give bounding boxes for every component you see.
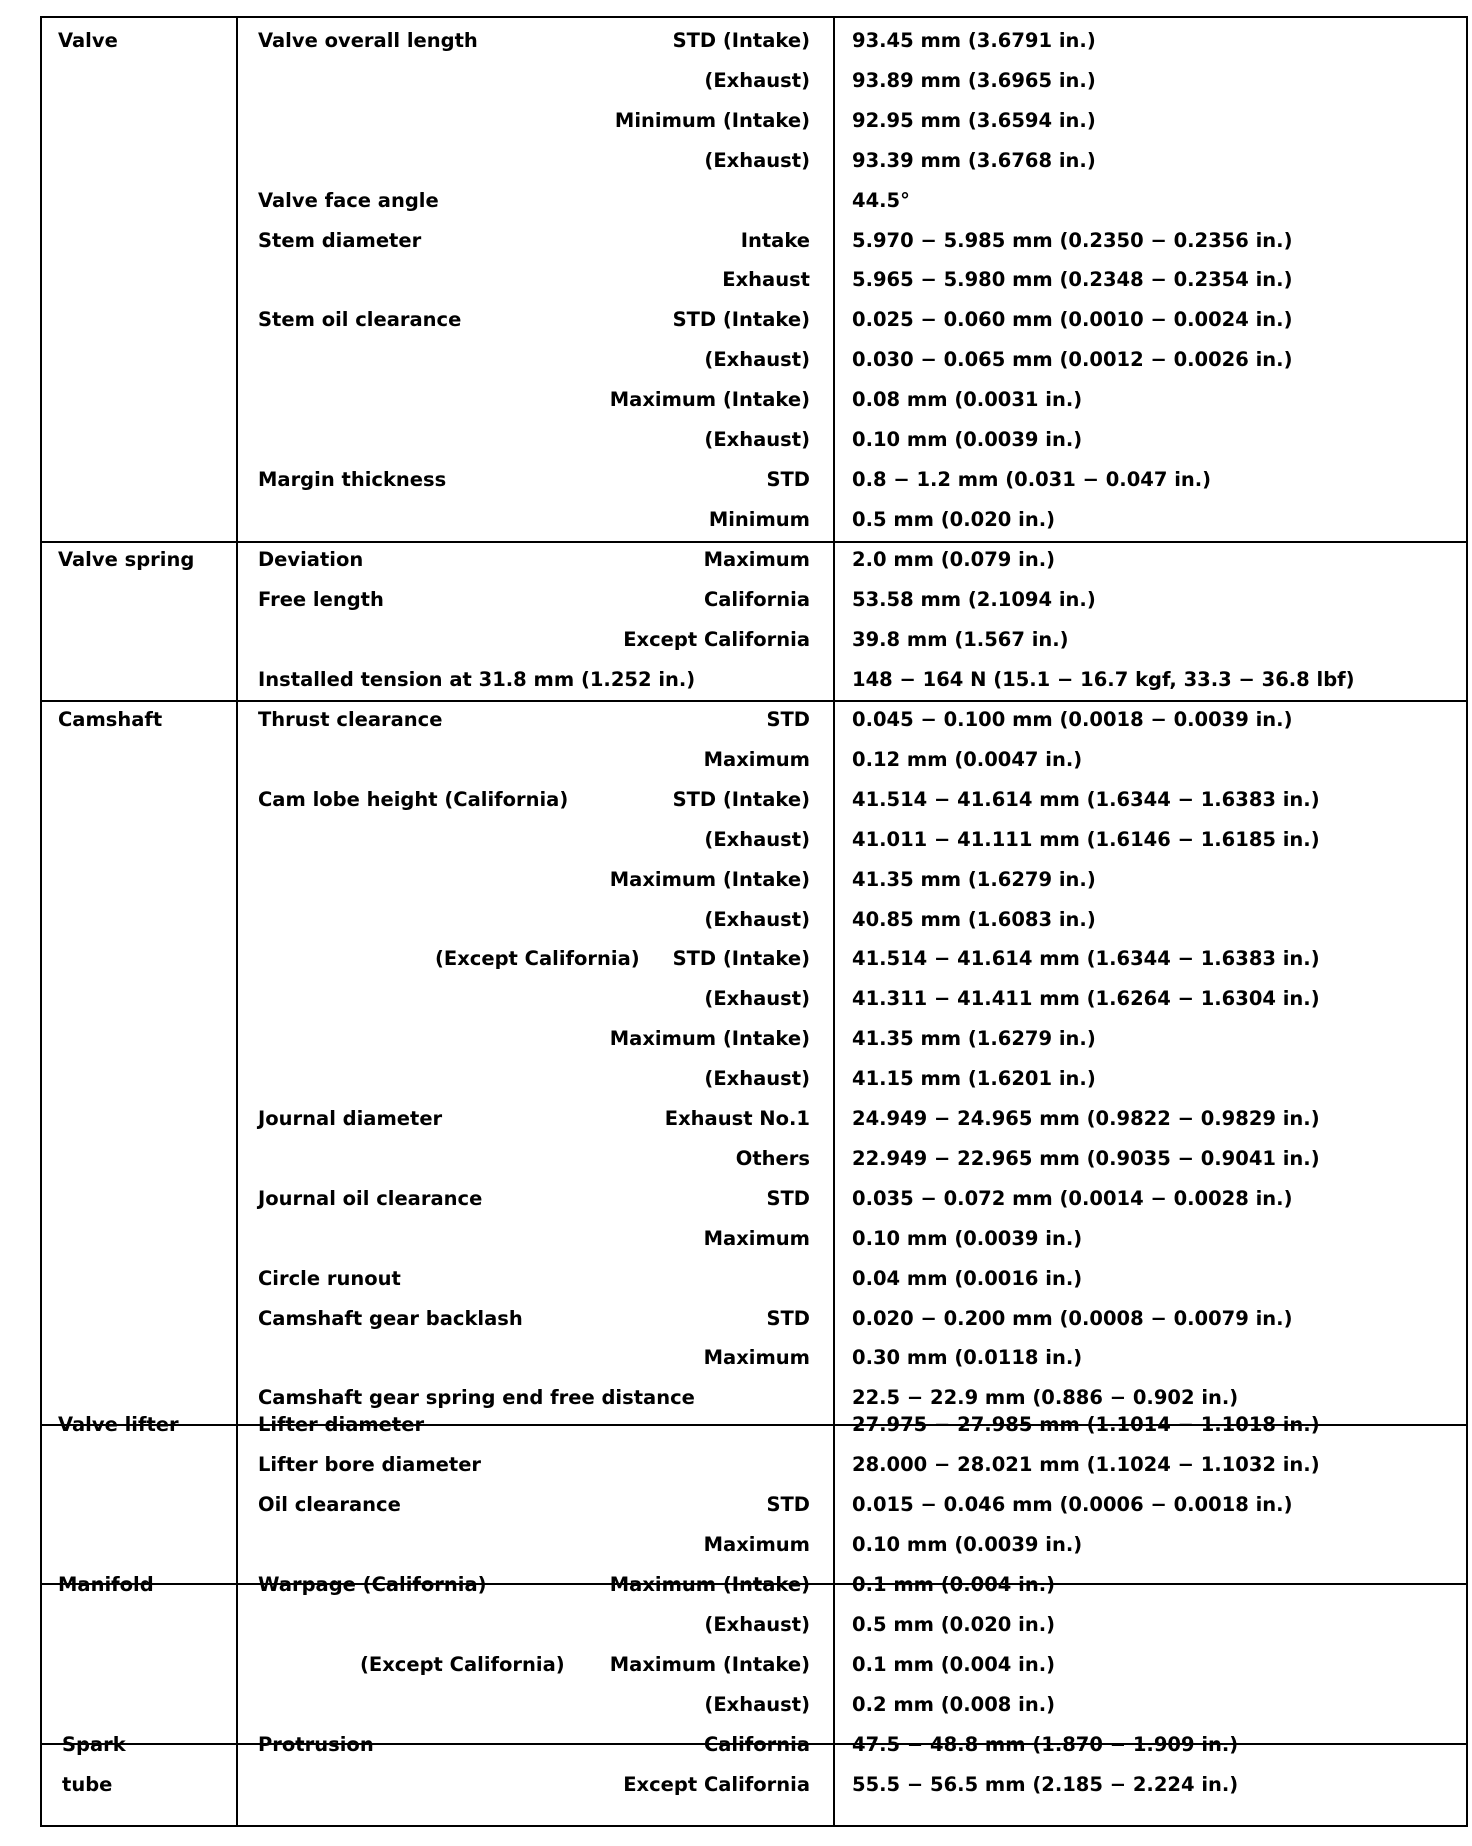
- spec-value: 148 − 164 N (15.1 − 16.7 kgf, 33.3 − 36.8 lbf): [852, 667, 1355, 691]
- spec-value: 0.015 − 0.046 mm (0.0006 − 0.0018 in.): [852, 1492, 1293, 1516]
- condition-label: (Exhaust): [704, 68, 810, 92]
- condition-label: (Exhaust): [704, 1067, 810, 1091]
- spec-value: 0.035 − 0.072 mm (0.0014 − 0.0028 in.): [852, 1186, 1293, 1210]
- item-name: Thrust clearance: [258, 708, 443, 731]
- condition-label: (Exhaust): [704, 1692, 810, 1716]
- condition-label: Maximum (Intake): [609, 388, 810, 412]
- item-name: Margin thickness: [258, 467, 447, 491]
- condition-label: Intake: [740, 228, 810, 252]
- item-name: Oil clearance: [258, 1492, 401, 1516]
- spec-value: 24.949 − 24.965 mm (0.9822 − 0.9829 in.): [852, 1107, 1320, 1130]
- spec-value: 93.45 mm (3.6791 in.): [852, 29, 1096, 52]
- item-name: Cam lobe height (California): [258, 787, 569, 811]
- spec-value: 55.5 − 56.5 mm (2.185 − 2.224 in.): [852, 1772, 1239, 1796]
- condition-label: STD (Intake): [672, 787, 810, 811]
- condition-label: Maximum: [703, 1346, 810, 1370]
- column-divider-1: [236, 16, 238, 1827]
- section-name: tube: [62, 1772, 113, 1796]
- spec-value: 0.2 mm (0.008 in.): [852, 1692, 1056, 1716]
- condition-label: STD: [766, 1306, 810, 1330]
- table-rule-6: [40, 1825, 1466, 1827]
- item-name: Installed tension at 31.8 mm (1.252 in.): [258, 667, 696, 691]
- section-name: Valve lifter: [58, 1413, 179, 1436]
- item-name: Free length: [258, 587, 384, 611]
- spec-value: 0.12 mm (0.0047 in.): [852, 747, 1083, 771]
- condition-label: (Exhaust): [704, 348, 810, 372]
- condition-label: STD: [766, 467, 810, 491]
- condition-label: (Exhaust): [704, 827, 810, 851]
- section-name: Spark: [62, 1733, 126, 1756]
- spec-value: 0.045 − 0.100 mm (0.0018 − 0.0039 in.): [852, 708, 1293, 731]
- spec-value: 27.975 − 27.985 mm (1.1014 − 1.1018 in.): [852, 1413, 1320, 1436]
- spec-value: 0.08 mm (0.0031 in.): [852, 388, 1083, 412]
- spec-value: 0.10 mm (0.0039 in.): [852, 1532, 1083, 1556]
- spec-value: 41.311 − 41.411 mm (1.6264 − 1.6304 in.): [852, 987, 1320, 1011]
- condition-label: (Exhaust): [704, 148, 810, 172]
- item-name: Stem diameter: [258, 228, 422, 252]
- spec-value: 2.0 mm (0.079 in.): [852, 548, 1056, 571]
- condition-label: STD (Intake): [672, 29, 810, 52]
- spec-value: 5.970 − 5.985 mm (0.2350 − 0.2356 in.): [852, 228, 1293, 252]
- spec-value: 41.35 mm (1.6279 in.): [852, 1027, 1096, 1051]
- spec-value: 0.10 mm (0.0039 in.): [852, 428, 1083, 451]
- table-border-left: [40, 16, 42, 1827]
- spec-value: 40.85 mm (1.6083 in.): [852, 907, 1096, 931]
- spec-value: 41.514 − 41.614 mm (1.6344 − 1.6383 in.): [852, 947, 1320, 971]
- condition-label: California: [703, 587, 810, 611]
- condition-label: STD (Intake): [672, 308, 810, 332]
- section-name: Valve: [58, 29, 118, 52]
- item-name: Journal oil clearance: [258, 1186, 483, 1210]
- condition-label: Except California: [623, 1772, 810, 1796]
- section-name: Valve spring: [58, 548, 195, 571]
- item-qualifier: (Except California): [360, 1652, 565, 1676]
- condition-label: Minimum (Intake): [614, 108, 810, 132]
- condition-label: (Exhaust): [704, 907, 810, 931]
- spec-value: 0.04 mm (0.0016 in.): [852, 1266, 1083, 1290]
- table-rule-2: [40, 700, 1466, 702]
- item-name: Deviation: [258, 548, 364, 571]
- condition-label: Maximum: [703, 1532, 810, 1556]
- spec-value: 5.965 − 5.980 mm (0.2348 − 0.2354 in.): [852, 268, 1293, 292]
- spec-value: 0.1 mm (0.004 in.): [852, 1573, 1056, 1596]
- section-name: Camshaft: [58, 708, 163, 731]
- item-name: Warpage (California): [258, 1573, 487, 1596]
- spec-value: 41.514 − 41.614 mm (1.6344 − 1.6383 in.): [852, 787, 1320, 811]
- condition-label: Maximum: [703, 548, 810, 571]
- condition-label: Maximum (Intake): [609, 1652, 810, 1676]
- condition-label: Except California: [623, 627, 810, 651]
- spec-value: 0.30 mm (0.0118 in.): [852, 1346, 1083, 1370]
- spec-value: 0.5 mm (0.020 in.): [852, 1612, 1056, 1636]
- condition-label: Exhaust No.1: [664, 1107, 810, 1130]
- spec-value: 0.030 − 0.065 mm (0.0012 − 0.0026 in.): [852, 348, 1293, 372]
- item-name: Circle runout: [258, 1266, 401, 1290]
- spec-value: 93.89 mm (3.6965 in.): [852, 68, 1096, 92]
- spec-value: 44.5°: [852, 188, 910, 212]
- table-border-right: [1466, 16, 1468, 1827]
- spec-value: 22.5 − 22.9 mm (0.886 − 0.902 in.): [852, 1386, 1239, 1410]
- spec-value: 0.5 mm (0.020 in.): [852, 507, 1056, 531]
- spec-value: 0.020 − 0.200 mm (0.0008 − 0.0079 in.): [852, 1306, 1293, 1330]
- condition-label: (Exhaust): [704, 428, 810, 451]
- item-name: Valve face angle: [258, 188, 439, 212]
- spec-value: 28.000 − 28.021 mm (1.1024 − 1.1032 in.): [852, 1452, 1320, 1476]
- item-name: Stem oil clearance: [258, 308, 462, 332]
- condition-label: Maximum: [703, 1226, 810, 1250]
- item-name: Camshaft gear backlash: [258, 1306, 523, 1330]
- condition-label: Maximum (Intake): [609, 1573, 810, 1596]
- condition-label: Maximum: [703, 747, 810, 771]
- spec-value: 41.35 mm (1.6279 in.): [852, 867, 1096, 891]
- table-rule-0: [40, 16, 1466, 18]
- condition-label: (Exhaust): [704, 1612, 810, 1636]
- spec-value: 41.15 mm (1.6201 in.): [852, 1067, 1096, 1091]
- spec-value: 0.1 mm (0.004 in.): [852, 1652, 1056, 1676]
- condition-label: Maximum (Intake): [609, 1027, 810, 1051]
- condition-label: Others: [735, 1146, 810, 1170]
- spec-value: 39.8 mm (1.567 in.): [852, 627, 1069, 651]
- column-divider-2: [833, 16, 835, 1827]
- condition-label: STD: [766, 1492, 810, 1516]
- item-qualifier: (Except California): [435, 947, 640, 971]
- condition-label: Minimum: [708, 507, 810, 531]
- condition-label: (Exhaust): [704, 987, 810, 1011]
- item-name: Journal diameter: [258, 1107, 443, 1130]
- spec-value: 92.95 mm (3.6594 in.): [852, 108, 1096, 132]
- spec-value: 53.58 mm (2.1094 in.): [852, 587, 1096, 611]
- item-name: Valve overall length: [258, 29, 478, 52]
- table-rule-1: [40, 541, 1466, 543]
- condition-label: STD: [766, 1186, 810, 1210]
- item-name: Lifter bore diameter: [258, 1452, 482, 1476]
- condition-label: Exhaust: [722, 268, 810, 292]
- condition-label: STD (Intake): [672, 947, 810, 971]
- spec-value: 0.10 mm (0.0039 in.): [852, 1226, 1083, 1250]
- spec-value: 41.011 − 41.111 mm (1.6146 − 1.6185 in.): [852, 827, 1320, 851]
- spec-value: 93.39 mm (3.6768 in.): [852, 148, 1096, 172]
- condition-label: California: [703, 1733, 810, 1756]
- item-name: Lifter diameter: [258, 1413, 425, 1436]
- item-name: Protrusion: [258, 1733, 374, 1756]
- item-name: Camshaft gear spring end free distance: [258, 1386, 695, 1410]
- section-name: Manifold: [58, 1573, 154, 1596]
- condition-label: STD: [766, 708, 810, 731]
- spec-value: 0.8 − 1.2 mm (0.031 − 0.047 in.): [852, 467, 1212, 491]
- spec-value: 47.5 − 48.8 mm (1.870 − 1.909 in.): [852, 1733, 1239, 1756]
- spec-value: 22.949 − 22.965 mm (0.9035 − 0.9041 in.): [852, 1146, 1320, 1170]
- condition-label: Maximum (Intake): [609, 867, 810, 891]
- spec-value: 0.025 − 0.060 mm (0.0010 − 0.0024 in.): [852, 308, 1293, 332]
